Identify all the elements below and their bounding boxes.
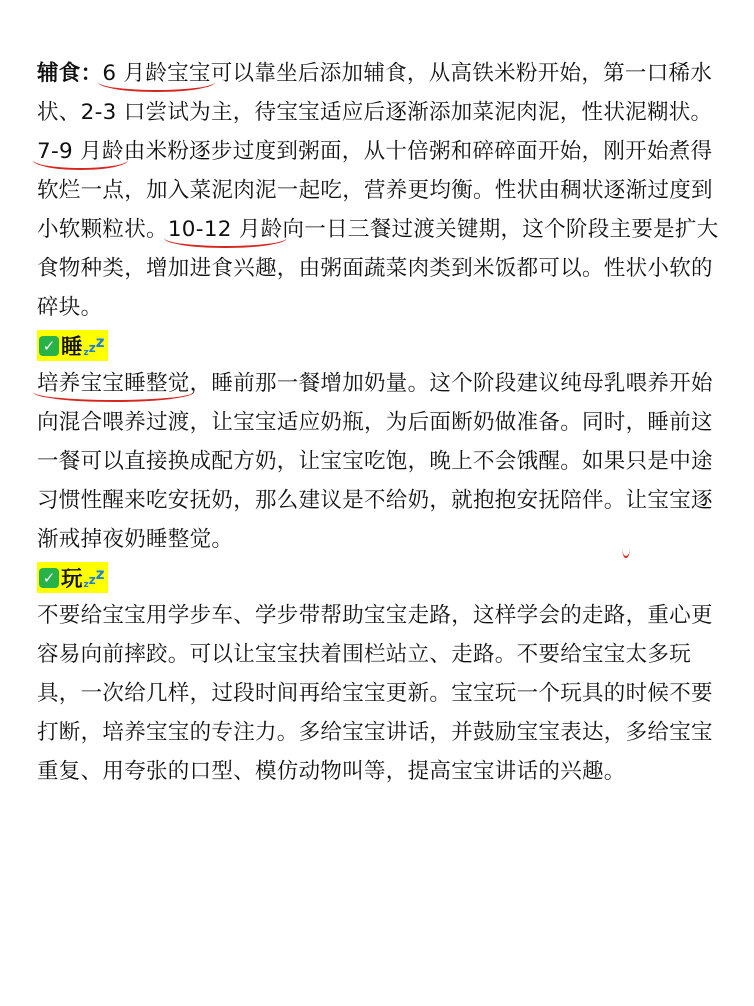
zzz-medium: z xyxy=(88,572,96,587)
play-text: 不要给宝宝用学步车、学步带帮助宝宝走路，这样学会的走路，重心更容易向前摔跤。可以让宝宝扶着围栏站立、走路。不要给宝宝太多玩具，一次给几样，过段时间再给宝宝更新。宝宝玩一个玩具的时候不要打断，培养宝宝的专注力。多给宝宝讲话，并鼓励宝宝表达，多给宝宝重复、用夸张的口型、模仿动物叫等，提高宝宝讲话的兴趣。 xyxy=(37,603,713,784)
age-10-12-months-highlight: 10-12 月龄 xyxy=(167,217,283,242)
zzz-medium: z xyxy=(88,340,96,355)
sleep-text: ，睡前那一餐增加奶量。这个阶段建议纯母乳喂养开始向混合喂养过渡，让宝宝适应奶瓶，为后面断奶做准备。同时，睡前这一餐可以直接换成配方奶，让宝宝吃饱，晚上不会饿醒。如果只是中途习惯性醒来吃安抚奶，那么建议是不给奶，就抱抱安抚陪伴。 xyxy=(37,371,713,513)
sleep-paragraph xyxy=(37,364,727,559)
check-mark-icon: ✓ xyxy=(39,568,59,588)
zzz-small: z xyxy=(83,579,89,590)
zzz-large: z xyxy=(95,564,105,583)
check-mark-icon: ✓ xyxy=(39,336,59,356)
article xyxy=(37,54,727,791)
sleep-heading xyxy=(37,328,727,363)
play-heading-highlight xyxy=(37,562,108,593)
sleep-text-end: 。 xyxy=(211,527,234,552)
night-weaning-highlight: 让宝宝逐渐戒掉夜奶睡整觉 xyxy=(37,488,713,552)
feeding-text-1: 可以靠坐后添加辅食，从高铁米粉开始，第一口稀水状、2-3 口尝试为主，待宝宝适应后逐渐添加菜泥肉泥，性状泥糊状。 xyxy=(37,61,713,125)
age-6-months-highlight: 6 月龄宝宝 xyxy=(102,61,211,86)
play-heading-label: 玩 xyxy=(61,567,83,592)
sleep-heading-label: 睡 xyxy=(61,335,83,360)
zzz-large: z xyxy=(95,332,105,351)
feeding-text-3: 向一日三餐过渡关键期，这个阶段主要是扩大食物种类，增加进食兴趣，由粥面蔬菜肉类到米饭都可以。性状小软的碎块。 xyxy=(37,217,719,320)
play-paragraph xyxy=(37,596,727,791)
play-heading xyxy=(37,560,727,595)
feeding-text-2: 由米粉逐步过度到粥面，从十倍粥和碎碎面开始，刚开始煮得软烂一点，加入菜泥肉泥一起吃，营养更均衡。性状由稠状逐渐过度到小软颗粒状。 xyxy=(37,139,713,242)
zzz-small: z xyxy=(83,347,89,358)
age-7-9-months-highlight: 7-9 月龄 xyxy=(37,139,124,164)
feeding-paragraph xyxy=(37,54,727,327)
feeding-label: 辅食： xyxy=(37,61,103,86)
sleep-heading-highlight xyxy=(37,330,108,361)
zzz-icon xyxy=(84,566,105,590)
sleep-through-night-highlight: 培养宝宝睡整觉 xyxy=(37,371,190,396)
zzz-icon xyxy=(84,334,105,358)
